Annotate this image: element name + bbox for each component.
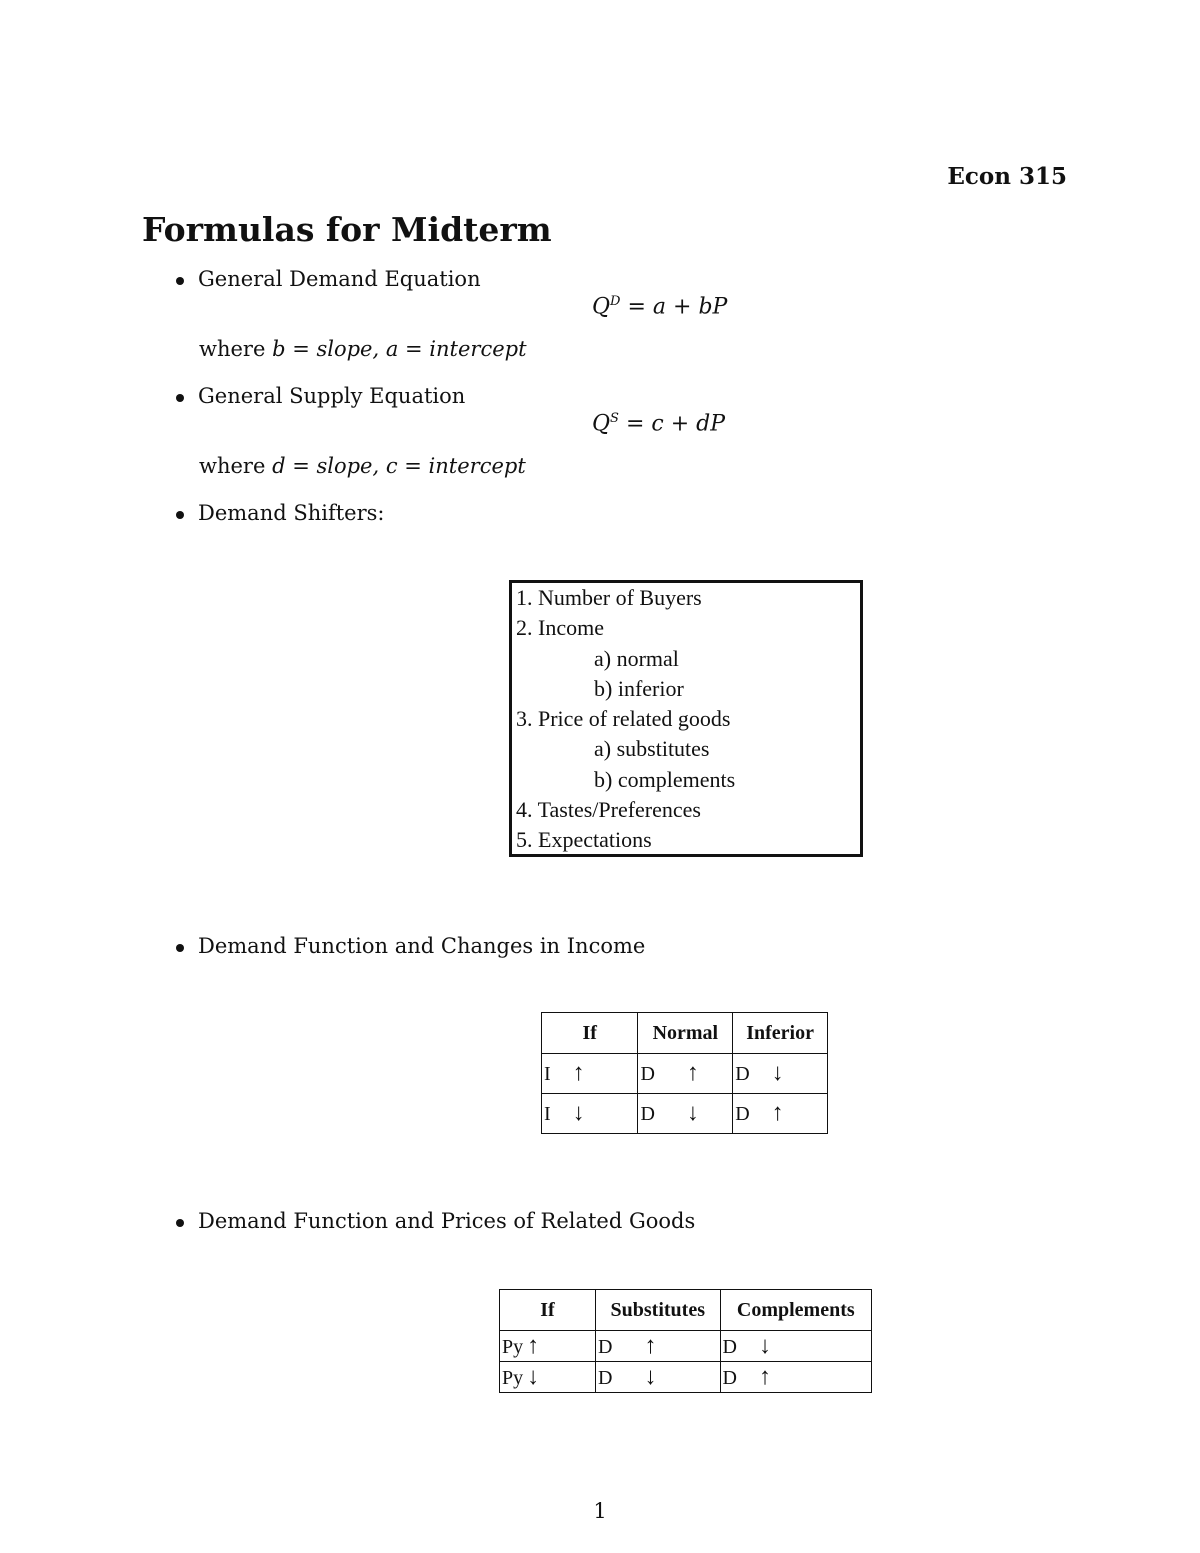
shifter-item: 1. Number of Buyers <box>516 585 702 610</box>
table-cell <box>638 1094 733 1134</box>
table-cell <box>500 1331 596 1362</box>
table-cell <box>720 1331 871 1362</box>
demand-shifters-box <box>509 580 863 857</box>
cell-var: Py <box>502 1335 524 1358</box>
bullet-dot <box>176 511 184 519</box>
up-arrow-icon: ↑ <box>644 1332 657 1359</box>
where-formula: d = slope, c = intercept <box>272 454 526 478</box>
cell-var: D <box>735 1063 750 1085</box>
demand-equation <box>592 294 727 319</box>
course-label: Econ 315 <box>947 163 1067 190</box>
where-formula: b = slope, a = intercept <box>272 337 527 361</box>
cell-var: Py <box>502 1366 524 1389</box>
cell-var: D <box>640 1103 655 1125</box>
bullet-demand-shifters <box>176 501 385 525</box>
income-table <box>541 1012 828 1134</box>
table-row <box>500 1362 872 1393</box>
where-prefix: where <box>199 337 266 361</box>
eq-sup: D <box>610 294 621 309</box>
bullet-demand-equation <box>176 267 481 291</box>
shifter-item: 4. Tastes/Preferences <box>516 797 701 823</box>
shifter-subitem: a) substitutes <box>594 736 710 762</box>
table-header: Substitutes <box>595 1290 720 1331</box>
eq-sup: S <box>610 411 619 426</box>
eq-rhs: = a + bP <box>627 294 728 320</box>
down-arrow-icon: ↓ <box>644 1363 657 1390</box>
eq-lhs: Q <box>592 411 611 437</box>
where-prefix: where <box>199 454 266 478</box>
eq-rhs: = c + dP <box>625 411 726 437</box>
table-cell <box>542 1094 638 1134</box>
cell-var: I <box>544 1103 551 1125</box>
up-arrow-icon: ↑ <box>686 1060 699 1086</box>
up-arrow-icon: ↑ <box>771 1100 784 1126</box>
down-arrow-icon: ↓ <box>572 1100 585 1126</box>
table-cell <box>542 1054 638 1094</box>
bullet-related-goods <box>176 1209 695 1233</box>
table-header: Complements <box>720 1290 871 1331</box>
bullet-dot <box>176 944 184 952</box>
table-header: If <box>500 1290 596 1331</box>
cell-var: D <box>597 1366 613 1389</box>
cell-var: D <box>735 1103 750 1125</box>
table-cell <box>595 1362 720 1393</box>
supply-where <box>199 454 526 478</box>
shifter-item: 2. Income <box>516 615 604 641</box>
bullet-text: Demand Function and Changes in Income <box>198 934 646 958</box>
bullet-supply-equation <box>176 384 465 408</box>
table-row <box>542 1094 828 1134</box>
up-arrow-icon: ↑ <box>572 1060 585 1086</box>
table-cell <box>720 1362 871 1393</box>
supply-equation <box>592 411 725 436</box>
table-cell <box>595 1331 720 1362</box>
down-arrow-icon: ↓ <box>686 1100 699 1126</box>
up-arrow-icon: ↑ <box>758 1363 771 1390</box>
bullet-dot <box>176 1219 184 1227</box>
down-arrow-icon: ↓ <box>758 1332 771 1359</box>
cell-var: D <box>597 1335 613 1358</box>
bullet-dot <box>176 394 184 402</box>
bullet-income <box>176 934 645 958</box>
shifter-subitem: b) inferior <box>594 675 684 701</box>
table-cell <box>638 1054 733 1094</box>
table-header: Inferior <box>733 1013 828 1054</box>
table-row <box>542 1054 828 1094</box>
cell-var: D <box>640 1063 655 1085</box>
up-arrow-icon: ↑ <box>527 1332 540 1359</box>
related-goods-table <box>499 1289 872 1393</box>
cell-var: I <box>544 1063 551 1085</box>
bullet-text: General Supply Equation <box>198 384 466 408</box>
demand-where <box>199 337 527 361</box>
shifter-item: 5. Expectations <box>516 827 652 853</box>
down-arrow-icon: ↓ <box>771 1060 784 1086</box>
table-header: Normal <box>638 1013 733 1054</box>
bullet-text: Demand Function and Prices of Related Goods <box>198 1209 696 1233</box>
bullet-text: Demand Shifters: <box>198 501 385 525</box>
shifter-subitem: b) complements <box>594 766 736 792</box>
cell-var: D <box>722 1335 737 1358</box>
cell-var: D <box>722 1366 737 1389</box>
table-header: If <box>542 1013 638 1054</box>
shifter-subitem: a) normal <box>594 645 679 671</box>
bullet-dot <box>176 277 184 285</box>
page-title: Formulas for Midterm <box>142 210 552 249</box>
eq-lhs: Q <box>592 294 611 320</box>
down-arrow-icon: ↓ <box>527 1363 540 1390</box>
table-cell <box>733 1054 828 1094</box>
table-cell <box>733 1094 828 1134</box>
table-cell <box>500 1362 596 1393</box>
table-row <box>500 1331 872 1362</box>
bullet-text: General Demand Equation <box>198 267 481 291</box>
page-number: 1 <box>593 1499 607 1523</box>
shifter-item: 3. Price of related goods <box>516 706 731 732</box>
